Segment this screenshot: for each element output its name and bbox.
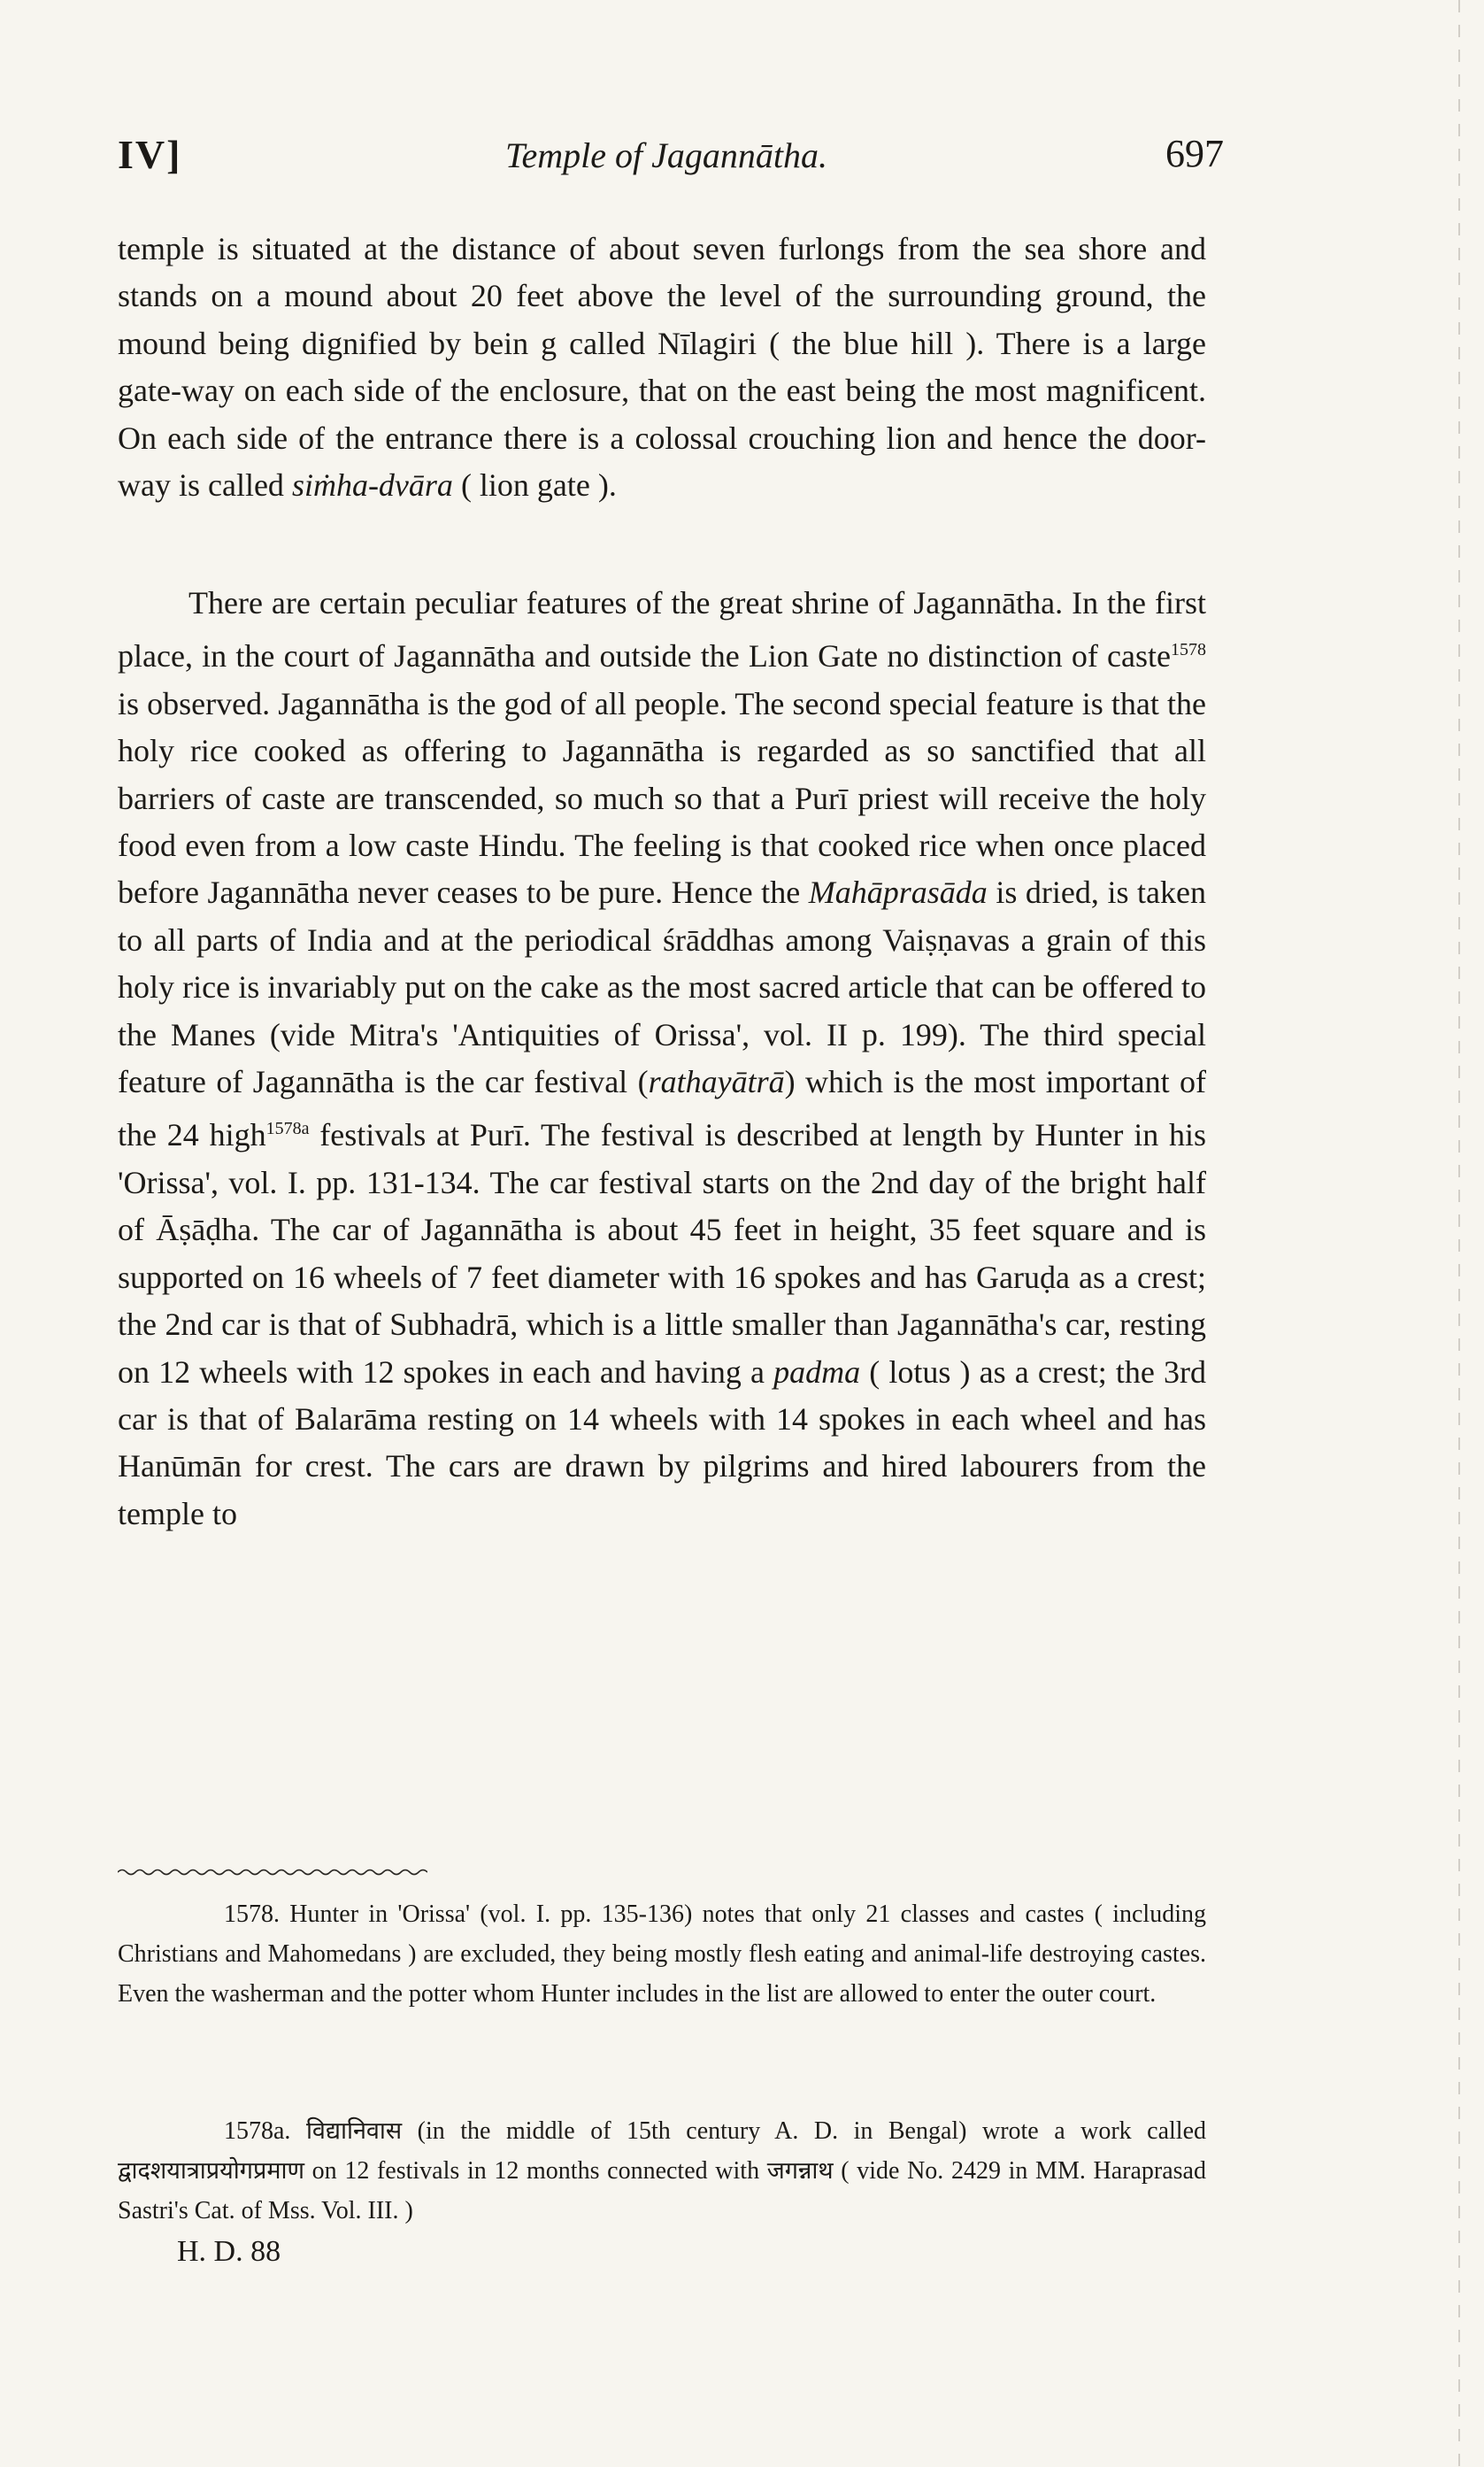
paragraph-text: is dried, is taken to all parts of India and at the periodical śrāddhas among Vaiṣṇavas a grain of this holy rice is invariably put on the cake as the most sacred article that can be offered to the Manes (vide Mitra's 'Antiquities of Orissa', vol. II p. 199). The third special feature of Jagannātha is the car festival ( bbox=[118, 875, 1207, 1100]
italic-term: rathayātrā bbox=[648, 1064, 785, 1100]
footnote-text: on 12 festivals in 12 months connected with bbox=[304, 2157, 767, 2185]
italic-term: Mahāprasāda bbox=[808, 875, 988, 911]
page-header bbox=[118, 131, 1224, 184]
paragraph-text: is observed. Jagannātha is the god of all people. The second special feature is that the holy rice cooked as offering to Jagannātha is regarded as so sanctified that all barriers of caste are transcended, so much so that a Purī priest will receive the holy food even from a low caste Hindu. The feeling is that cooked rice when once placed before Jagannātha never ceases to be pure. Hence the bbox=[118, 685, 1206, 911]
paragraph-text: ) which is the most important of the 24 high bbox=[118, 1064, 1207, 1153]
scan-margin-line bbox=[1458, 0, 1460, 2467]
devanagari-text: जगन्नाथ bbox=[766, 2157, 834, 2185]
footnote-1578 bbox=[118, 1894, 1206, 2014]
italic-term: siṁha-dvāra bbox=[291, 467, 453, 504]
running-title: Temple of Jagannātha. bbox=[504, 135, 828, 175]
footnote-label: 1578a. bbox=[224, 2117, 291, 2145]
paragraph-text: festivals at Purī. The festival is described at length by Hunter in his 'Orissa', vol. I. pp. 131-134. The car festival starts on the 2nd day of the bright half of Āṣāḍha. The car of Jagannātha is about 45 feet in height, 35 feet square and is supported on 16 wheels of 7 feet diameter with 16 spokes and has Garuḍa as a crest; the 2nd car is that of Subhadrā, which is a little smaller than Jagannātha's car, resting on 12 wheels with 12 spokes in each and having a bbox=[118, 1117, 1207, 1390]
body-paragraph-1 bbox=[118, 226, 1206, 509]
body-paragraph-2 bbox=[118, 580, 1206, 1538]
section-marker: IV] bbox=[118, 132, 182, 177]
footnote-separator bbox=[118, 1868, 427, 1877]
footnote-text: ( vide No. 2429 in MM. Haraprasad Sastri's Cat. of Mss. Vol. III. ) bbox=[118, 2157, 1206, 2224]
paragraph-text: temple is situated at the distance of about seven furlongs from the sea shore and stands on a mound about 20 feet above the level of the surrounding ground, the mound being dignified by bein g called Nīlagiri ( the blue hill ). There is a large gate-way on each side of the enclosure, that on the east being the most magnificent. On each side of the entrance there is a colossal crouching lion and hence the door-way is called bbox=[118, 231, 1206, 504]
footnote-text: 1578. Hunter in 'Orissa' (vol. I. pp. 135-136) notes that only 21 classes and castes ( including Christians and Mahomedans ) are excluded, they being mostly flesh eating and animal-life destroying castes. Even the washerman and the potter whom Hunter includes in the list are allowed to enter the outer court. bbox=[118, 1900, 1206, 2008]
devanagari-text: विद्यानिवास bbox=[305, 2117, 403, 2145]
paragraph-text: ( lion gate ). bbox=[452, 467, 617, 504]
paragraph-text: There are certain peculiar features of the great shrine of Jagannātha. In the first place, in the court of Jagannātha and outside the Lion Gate no distinction of caste bbox=[118, 585, 1206, 675]
italic-term: padma bbox=[773, 1353, 861, 1390]
signature-mark: H. D. 88 bbox=[177, 2235, 281, 2268]
footnote-1578a bbox=[118, 2111, 1206, 2231]
footnote-ref: 1578a bbox=[265, 1119, 310, 1139]
paragraph-text: ( lotus ) as a crest; the 3rd car is that of Balarāma resting on 14 wheels with 14 spokes in each wheel and has Hanūmān for crest. The cars are drawn by pilgrims and hired labourers from the temple to bbox=[118, 1353, 1206, 1531]
footnote-ref: 1578 bbox=[1171, 640, 1206, 660]
devanagari-text: द्वादशयात्राप्रयोगप्रमाण bbox=[118, 2157, 305, 2185]
page-number: 697 bbox=[1165, 132, 1224, 175]
footnote-text: (in the middle of 15th century A. D. in Bengal) wrote a work called bbox=[402, 2117, 1207, 2145]
